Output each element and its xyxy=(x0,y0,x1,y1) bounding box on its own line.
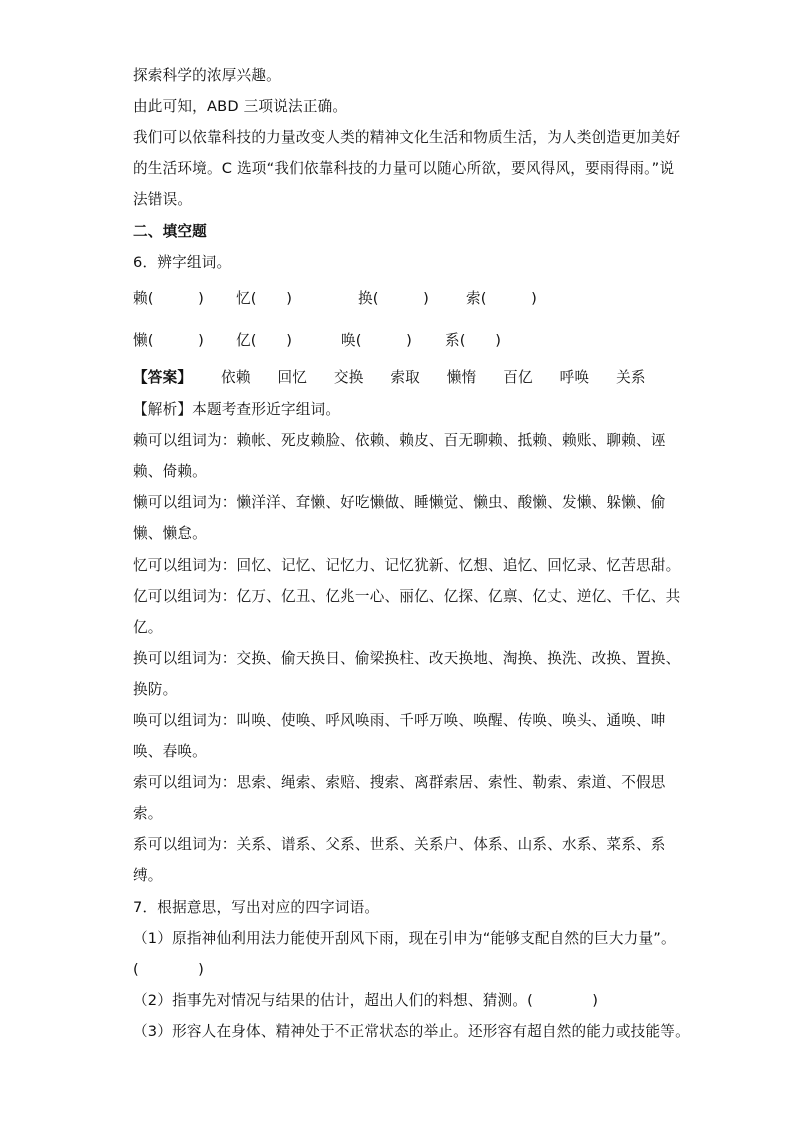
answer-word: 依赖 xyxy=(221,369,251,386)
question-7-item: ( ) xyxy=(133,961,204,978)
question-7-item: （2）指事先对情况与结果的估计，超出人们的料想、猜测。( ) xyxy=(133,992,599,1009)
explain-line: 亿。 xyxy=(133,619,163,636)
section-title: 二、填空题 xyxy=(133,223,207,240)
explain-line: 懒可以组词为：懒洋洋、耷懒、好吃懒做、睡懒觉、懒虫、酸懒、发懒、躲懒、偷 xyxy=(133,494,666,511)
fill-blank-item: 系( ) xyxy=(445,332,502,349)
question-7-stem: 7．根据意思，写出对应的四字词语。 xyxy=(133,899,380,916)
explain-line: 赖可以组词为：赖帐、死皮赖脸、依赖、赖皮、百无聊赖、抵赖、赖账、聊赖、诬 xyxy=(133,432,666,449)
fill-blank-item: 忆( ) xyxy=(236,290,293,307)
explain-line: 换防。 xyxy=(133,681,178,698)
fill-blank-item: 唤( ) xyxy=(341,332,412,349)
answer-tag: 【答案】 xyxy=(133,369,193,386)
fill-blank-item: 索( ) xyxy=(466,290,537,307)
text-line: 的生活环境。C 选项“我们依靠科技的力量可以随心所欲，要风得风，要雨得雨。”说 xyxy=(133,160,675,177)
question-7-item: （3）形容人在身体、精神处于不正常状态的举止。还形容有超自然的能力或技能等。 xyxy=(133,1023,690,1040)
question-6-row-2 xyxy=(0,331,794,351)
answer-word: 交换 xyxy=(333,369,364,386)
text-line: 法错误。 xyxy=(133,191,193,208)
answer-word: 呼唤 xyxy=(559,369,590,386)
explain-line: 换可以组词为：交换、偷天换日、偷梁换柱、改天换地、淘换、换洗、改换、置换、 xyxy=(133,650,681,667)
fill-blank-item: 亿( ) xyxy=(236,332,293,349)
text-line: 我们可以依靠科技的力量改变人类的精神文化生活和物质生活，为人类创造更加美好 xyxy=(133,129,681,146)
question-6-stem: 6．辨字组词。 xyxy=(133,254,232,271)
answer-word: 回忆 xyxy=(277,369,308,386)
fill-blank-item: 懒( ) xyxy=(133,332,204,349)
explain-line: 赖、倚赖。 xyxy=(133,463,207,480)
text-line: 由此可知，ABD 三项说法正确。 xyxy=(133,98,348,115)
explain-line: 亿可以组词为：亿万、亿丑、亿兆一心、丽亿、亿探、亿禀、亿丈、逆亿、千亿、共 xyxy=(133,588,681,605)
explain-line: 索可以组词为：思索、绳索、索赔、搜索、离群索居、索性、勒索、索道、不假思 xyxy=(133,774,666,791)
answer-word: 索取 xyxy=(390,369,420,386)
explain-line: 唤可以组词为：叫唤、使唤、呼风唤雨、千呼万唤、唤醒、传唤、唤头、通唤、呻 xyxy=(133,712,666,729)
explain-line: 缚。 xyxy=(133,867,163,884)
text-line: 探索科学的浓厚兴趣。 xyxy=(133,67,281,84)
question-7-item: （1）原指神仙利用法力能使开刮风下雨，现在引申为“能够支配自然的巨大力量”。 xyxy=(133,930,676,947)
question-6-row-1 xyxy=(0,289,794,309)
answer-word: 百亿 xyxy=(503,369,533,386)
analysis-heading: 【解析】本题考查形近字组词。 xyxy=(133,401,341,418)
answer-word: 关系 xyxy=(616,369,646,386)
explain-line: 唤、春唤。 xyxy=(133,743,207,760)
explain-line: 索。 xyxy=(133,805,163,822)
answer-word: 懒惰 xyxy=(446,369,477,386)
explain-line: 系可以组词为：关系、谱系、父系、世系、关系户、体系、山系、水系、菜系、系 xyxy=(133,836,666,853)
fill-blank-item: 赖( ) xyxy=(133,290,204,307)
explain-line: 懒、懒怠。 xyxy=(133,525,207,542)
answer-line xyxy=(133,368,668,388)
explain-line: 忆可以组词为：回忆、记忆、记忆力、记忆犹新、忆想、追忆、回忆录、忆苦思甜。 xyxy=(133,557,681,574)
fill-blank-item: 换( ) xyxy=(358,290,429,307)
